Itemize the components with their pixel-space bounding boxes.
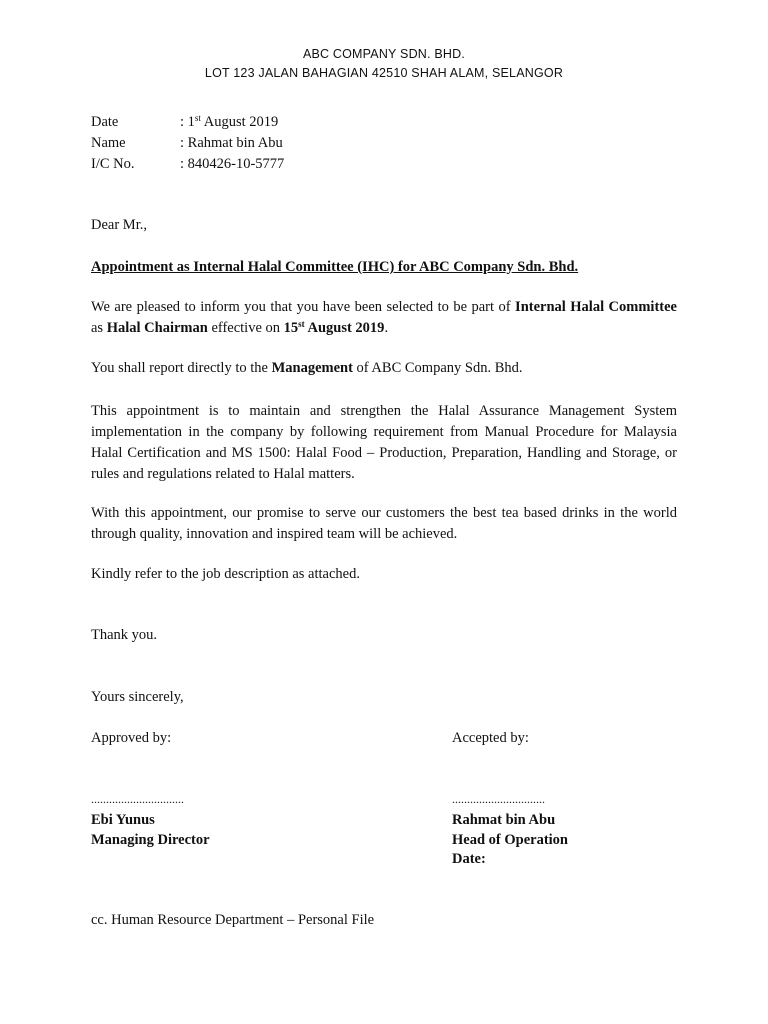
salutation: Dear Mr., bbox=[91, 217, 147, 233]
cc-line: cc. Human Resource Department – Personal File bbox=[91, 912, 375, 928]
paragraph-promise: With this appointment, our promise to serve our customers the best tea based drinks in the world through quality, innovation and inspired team will be achieved. bbox=[91, 505, 677, 542]
date-value: : 1st August 2019 bbox=[180, 113, 279, 130]
approved-by-label: Approved by: bbox=[91, 730, 172, 746]
paragraph-reporting: You shall report directly to the Management of ABC Company Sdn. Bhd. bbox=[91, 360, 523, 376]
ic-label: I/C No. bbox=[91, 156, 135, 172]
approver-name: Ebi Yunus bbox=[91, 812, 155, 828]
acceptor-name: Rahmat bin Abu bbox=[452, 812, 556, 828]
thank-you: Thank you. bbox=[91, 627, 158, 643]
company-address: LOT 123 JALAN BAHAGIAN 42510 SHAH ALAM, SELANGOR bbox=[204, 66, 564, 80]
acceptor-title: Head of Operation bbox=[452, 832, 568, 848]
subject-line: Appointment as Internal Halal Committee (IHC) for ABC Company Sdn. Bhd. bbox=[91, 259, 579, 275]
paragraph-appointment: We are pleased to inform you that you have been selected to be part of Internal Halal Committee as Halal Chairman effective on 15st August 2019. bbox=[91, 299, 677, 336]
accepted-signature-line: ............................... bbox=[452, 792, 545, 806]
accepted-by-label: Accepted by: bbox=[452, 730, 529, 746]
company-name: ABC COMPANY SDN. BHD. bbox=[302, 47, 466, 61]
ic-value: : 840426-10-5777 bbox=[180, 156, 285, 172]
date-label: Date bbox=[91, 114, 119, 130]
paragraph-purpose: This appointment is to maintain and strengthen the Halal Assurance Management System implementation in the company by following requirement from Manual Procedure for Malaysia Halal Certification and MS 1500: Halal Food – Production, Preparation, Handling and Storage, or rules and regulations related to Halal matters. bbox=[91, 403, 677, 482]
name-value: : Rahmat bin Abu bbox=[180, 135, 283, 151]
name-label: Name bbox=[91, 135, 126, 151]
approved-signature-line: ............................... bbox=[91, 792, 184, 806]
closing: Yours sincerely, bbox=[91, 689, 184, 705]
paragraph-refer: Kindly refer to the job description as attached. bbox=[91, 566, 360, 582]
approver-title: Managing Director bbox=[91, 832, 210, 848]
acceptance-date-label: Date: bbox=[452, 851, 486, 867]
